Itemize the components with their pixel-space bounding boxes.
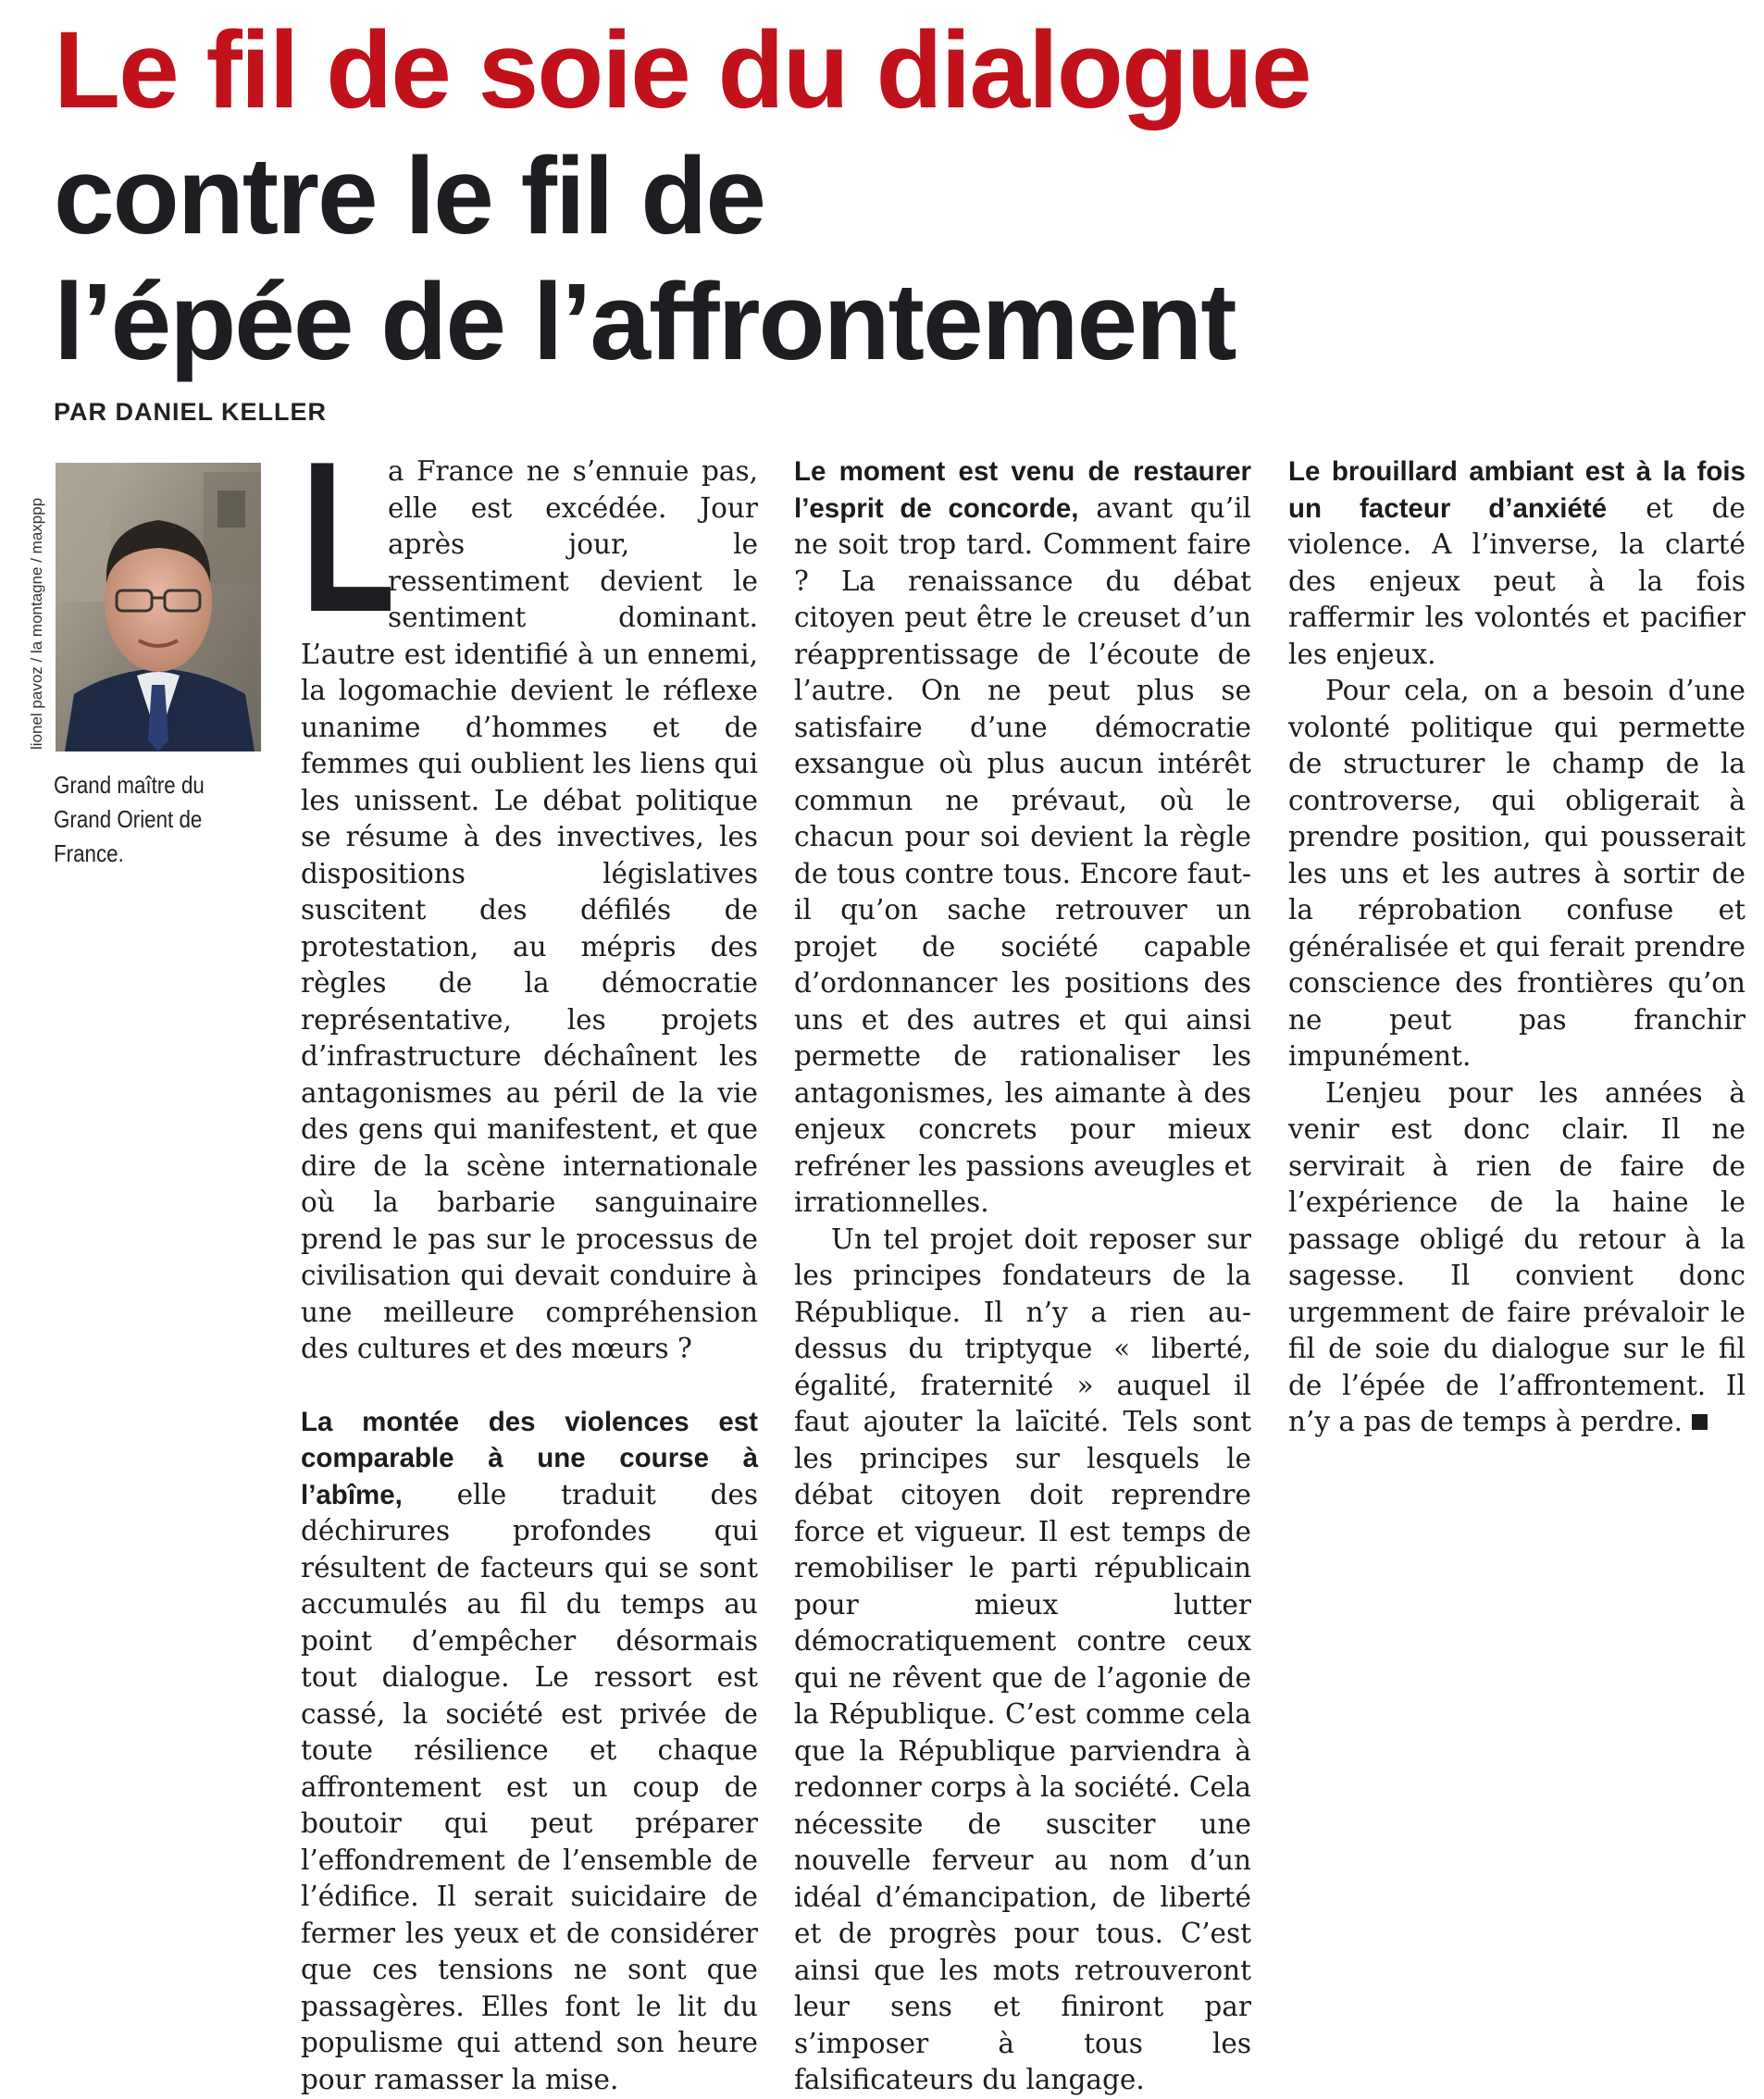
- lead-in-2: Le moment est venu de restaurer l’esprit de concorde,: [794, 456, 1251, 524]
- article-paragraph-4: Un tel projet doit reposer sur les principes fondateurs de la République. Il n’y a rien au-dessus du triptyque « liberté, égalité, fraternité » auquel il faut ajouter la laïcité. Tels sont les principes sur lesquels le débat citoyen doit reprendre force et vigueur. Il est temps de remobiliser le parti républicain pour mieux lutter démocratiquement contre ceux qui ne rêvent que de l’agonie de la République. C’est comme cela que la République parviendra à redonner corps à la société. Cela nécessite de susciter une nouvelle ferveur au nom d’un idéal d’émancipation, de liberté et de progrès pour tous. C’est ainsi que les mots retrouveront leur sens et finiront par s’imposer à tous les falsificateurs du langage.: [794, 1223, 1251, 2095]
- article-column-3: [1288, 453, 1745, 1441]
- article-paragraph-2: La montée des violences est comparable à une course à l’abîme, elle traduit des déchirures profondes qui résultent de facteurs qui se sont accumulés au fil du temps au point d’empêcher désormais tout dialogue. Le ressort est cassé, la société est privée de toute résilience et chaque affrontement est un coup de boutoir qui peut préparer l’effondrement de l’ensemble de l’édifice. Il serait suicidaire de fermer les yeux et de considérer que ces tensions ne sont que passagères. Elles font le lit du populisme qui attend son heure pour ramasser la mise.: [301, 1406, 758, 2095]
- article-paragraph-7: L’enjeu pour les années à venir est donc clair. Il ne servirait à rien de faire de l’expérience de la haine le passage obligé du retour à la sagesse. Il convient donc urgemment de faire prévaloir le fil de soie du dialogue sur le fil de l’épée de l’affrontement. Il n’y a pas de temps à perdre.: [1288, 1076, 1745, 1437]
- end-mark-icon: [1692, 1414, 1708, 1430]
- lead-in-3: Le brouillard ambiant est à la fois un facteur d’anxiété: [1288, 456, 1745, 524]
- author-photo: [56, 463, 261, 751]
- headline-line-2: contre le fil de: [54, 135, 764, 257]
- photo-credit: lionel pavoz / la montagne / maxppp: [28, 497, 45, 750]
- article-paragraph-3: Le moment est venu de restaurer l’esprit de concorde, avant qu’il ne soit trop tard. Comment faire ? La renaissance du débat citoyen peut être le creuset d’un réapprentissage de l’écoute de l’autre. On ne peut plus se satisfaire d’une démocratie exsangue où plus aucun intérêt commun ne prévaut, où le chacun pour soi devient la règle de tous contre tous. Encore faut-il qu’on sache retrouver un projet de société capable d’ordonnancer les positions des uns et des autres et qui ainsi permette de rationaliser les antagonismes, les aimante à des enjeux concrets pour mieux refréner les passions aveugles et irrationnelles.: [794, 456, 1251, 1218]
- headline-line-3: l’épée de l’affrontement: [54, 261, 1236, 383]
- headline-line-1: Le fil de soie du dialogue: [54, 9, 1311, 131]
- lead-in-1: La montée des violences est comparable à une course à l’abîme,: [301, 1406, 758, 1510]
- article-paragraph-6: Pour cela, on a besoin d’une volonté politique qui permette de structurer le champ de la controverse, qui obligerait à prendre position, qui pousserait les uns et les autres à sortir de la réprobation confuse et généralisée et qui ferait prendre conscience des frontières qu’on ne peut pas franchir impunément.: [1288, 675, 1745, 1072]
- article-paragraph-5: Le brouillard ambiant est à la fois un facteur d’anxiété et de violence. A l’inverse, la clarté des enjeux peut à la fois raffermir les volontés et pacifier les enjeux.: [1288, 456, 1745, 670]
- article-column-2: [794, 453, 1251, 2099]
- photo-caption: Grand maître du Grand Orient de France.: [54, 771, 205, 867]
- author-portrait-illustration: [56, 463, 261, 751]
- byline: PAR DANIEL KELLER: [54, 398, 328, 426]
- article-column-1: [301, 417, 758, 2098]
- drop-cap: L: [301, 417, 396, 657]
- article-paragraph-1: L a France ne s’ennuie pas, elle est excédée. Jour après jour, le ressentiment devient le sentiment dominant. L’autre est identifié à un ennemi, la logomachie devient le réflexe unanime d’hommes et de femmes qui oublient les liens qui les unissent. Le débat politique se résume à des invectives, les dispositions législatives suscitent des défilés de protestation, au mépris des règles de la démocratie représentative, les projets d’infrastructure déchaînent les antagonismes au péril de la vie des gens qui manifestent, et que dire de la scène internationale où la barbarie sanguinaire prend le pas sur le processus de civilisation qui devait conduire à une meilleure compréhension des cultures et des mœurs ?: [301, 417, 758, 1364]
- headline: [54, 7, 1311, 385]
